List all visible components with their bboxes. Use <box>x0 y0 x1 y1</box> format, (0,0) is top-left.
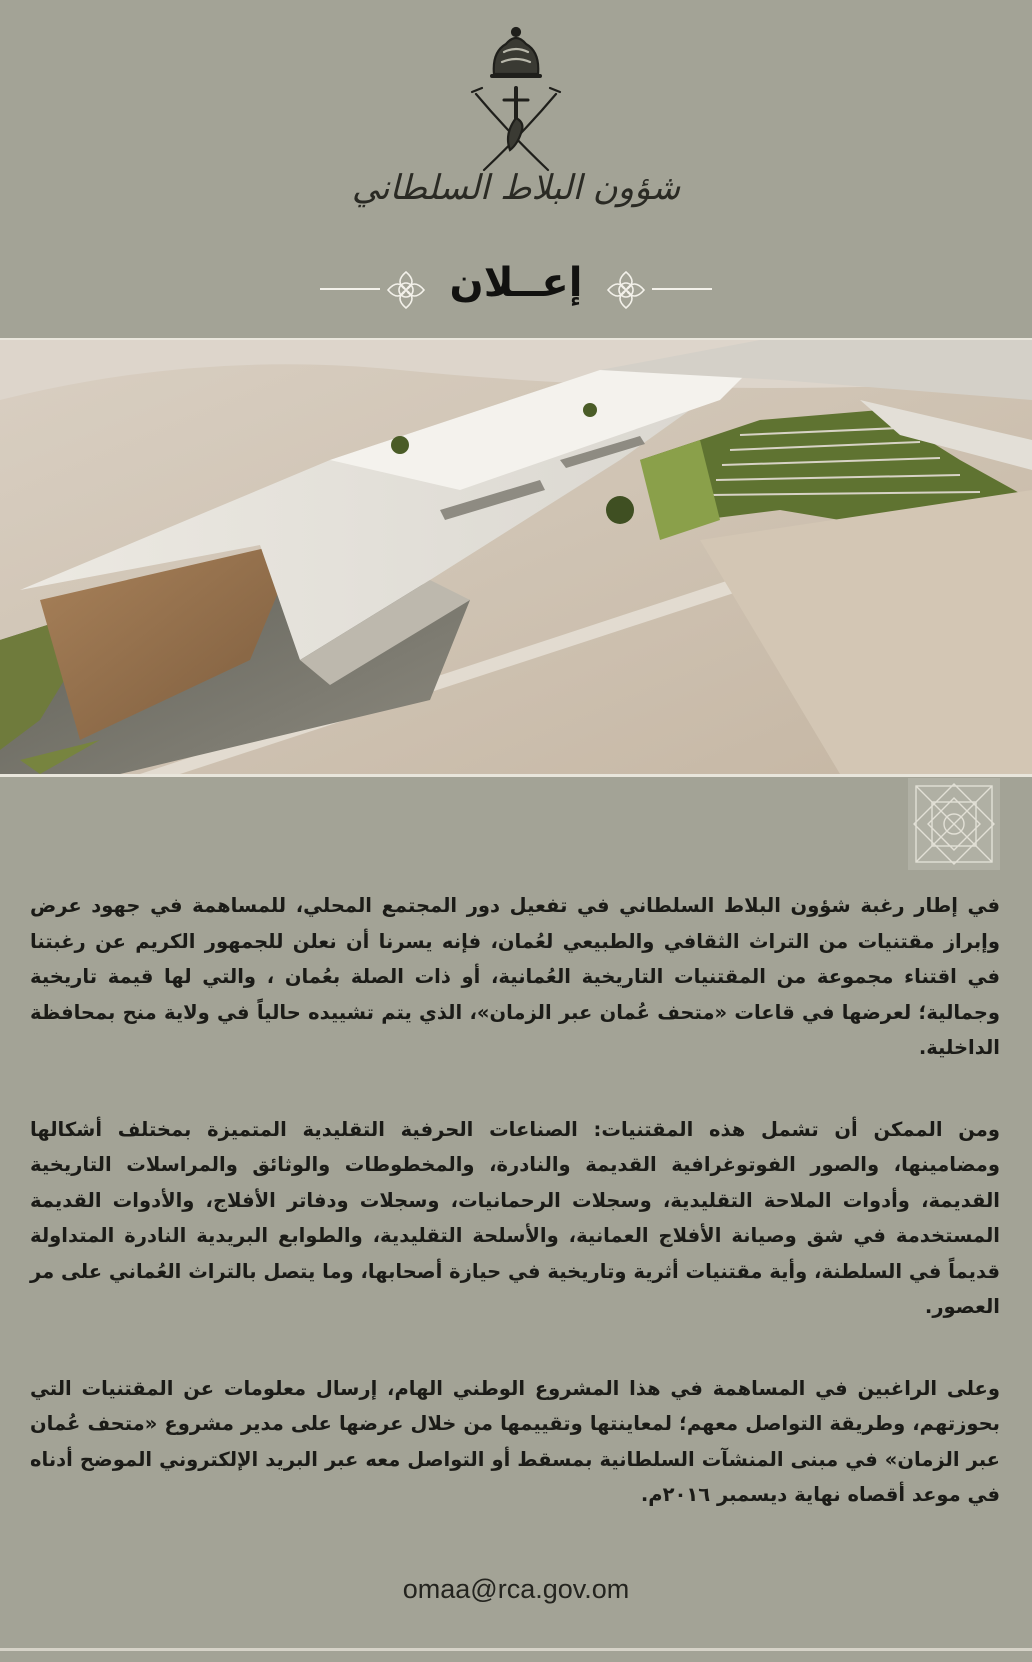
header <box>0 0 1032 332</box>
title-ornament-row <box>320 258 712 318</box>
announcement-body <box>30 888 1000 1559</box>
geometric-pattern-icon <box>908 778 1000 870</box>
museum-rendering-image <box>0 338 1032 777</box>
arabesque-ornament-icon <box>604 268 648 312</box>
contact-email[interactable]: omaa@rca.gov.om <box>402 1574 630 1604</box>
organization-name: شؤون البلاط السلطاني <box>351 168 681 208</box>
divider <box>320 288 380 290</box>
paragraph-items: ومن الممكن أن تشمل هذه المقتنيات: الصناعات الحرفية التقليدية المتميزة بمختلف أشكالها ومضامينها، والصور الفوتوغرافية القديمة والنادرة، والمخطوطات والوثائق والمراسلات التاريخية القديمة، وأدوات الملاحة التقليدية، وسجلات الرحمانيات، وسجلات ودفاتر الأفلاج، والأدوات القديمة المستخدمة في شق وصيانة الأفلاج العمانية، والأسلحة التقليدية، والطوابع البريدية النادرة المتداولة قديماً في السلطنة، وأية مقتنيات أثرية وتاريخية في حيازة أصحابها، وما يتصل بالتراث العُماني على مر العصور. <box>30 1117 1000 1318</box>
paragraph-instructions: وعلى الراغبين في المساهمة في هذا المشروع الوطني الهام، إرسال معلومات عن المقتنيات التي بحوزتهم، وطريقة التواصل معهم؛ لمعاينتها وتقييمها من خلال عرضها على مدير مشروع «متحف عُمان عبر الزمان» في مبنى المنشآت السلطانية بمسقط أو التواصل معه عبر البريد الإلكتروني الموضح أدناه في موعد أقصاه نهاية ديسمبر ٢٠١٦م. <box>30 1376 1000 1506</box>
paragraph-intro: في إطار رغبة شؤون البلاط السلطاني في تفعيل دور المجتمع المحلي، للمساهمة في جهود عرض وإبراز مقتنيات من التراث الثقافي والطبيعي لعُمان، فإنه يسرنا أن نعلن للجمهور الكريم عن رغبتنا في اقتناء مجموعة من المقتنيات التاريخية العُمانية، أو ذات الصلة بعُمان ، والتي لها قيمة تاريخية وجمالية؛ لعرضها في قاعات «متحف عُمان عبر الزمان»، الذي يتم تشييده حالياً في ولاية منح بمحافظة الداخلية. <box>30 894 1000 1059</box>
announcement-title: إعــلان <box>449 260 583 306</box>
footer-divider <box>0 1648 1032 1651</box>
royal-emblem-icon <box>464 22 568 182</box>
arabesque-ornament-icon <box>384 268 428 312</box>
divider <box>652 288 712 290</box>
